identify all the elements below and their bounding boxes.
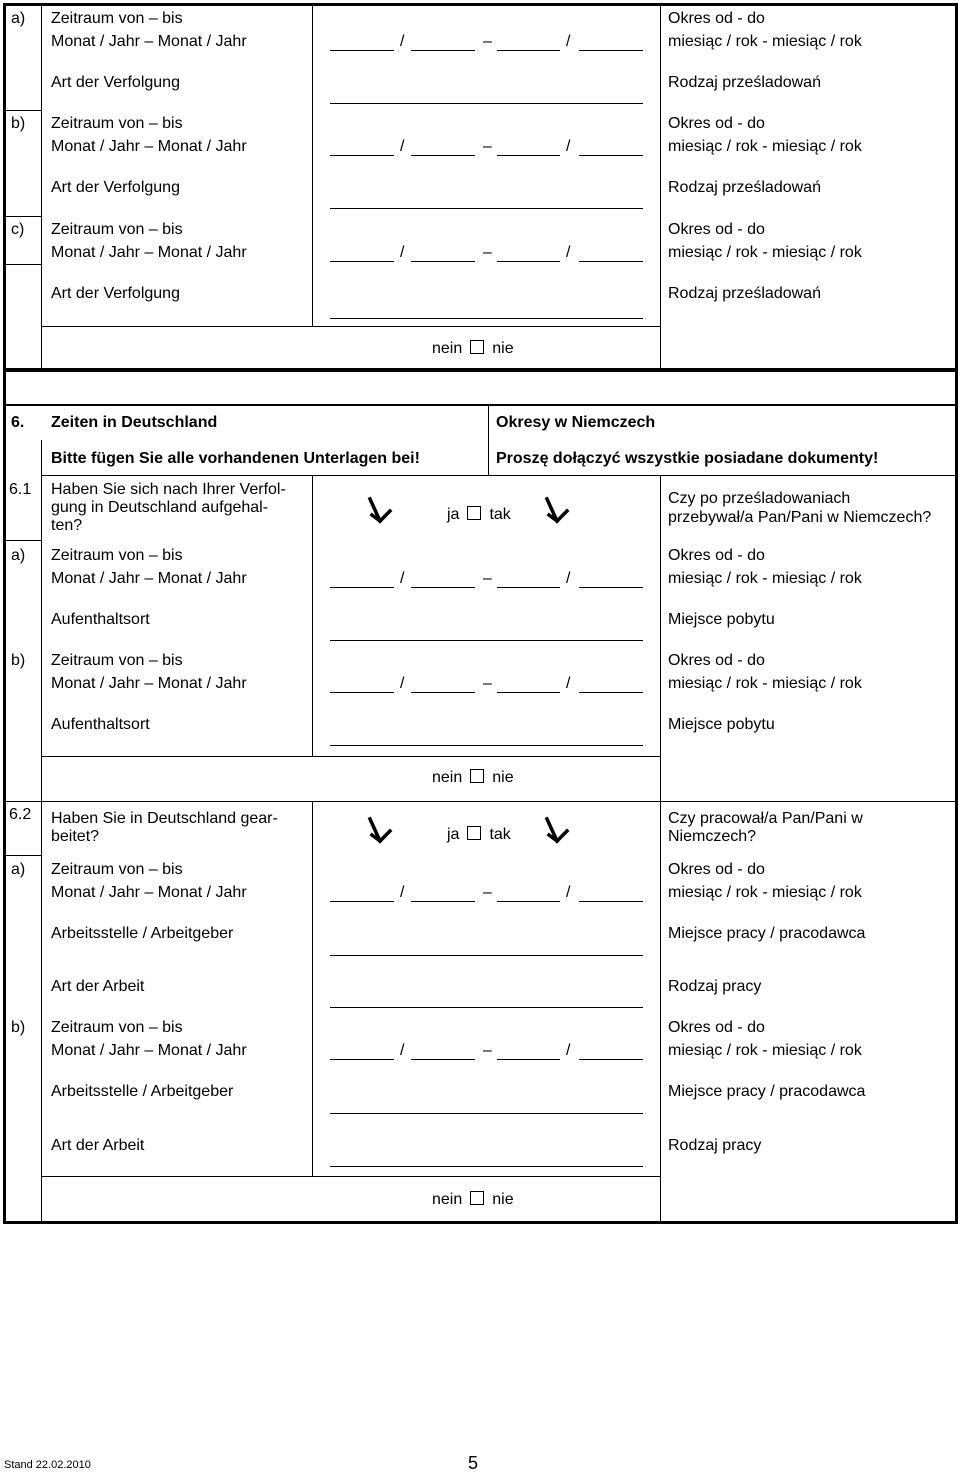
residence-field[interactable] [330,745,643,746]
date-slash: / [566,138,571,155]
footer-date: Stand 22.02.2010 [4,1459,91,1471]
date-dash: – [483,244,492,261]
date-from-year-field[interactable] [411,1059,475,1060]
range-label-de: Zeitraum von – bis [51,547,183,564]
date-from-month-field[interactable] [330,692,394,693]
employer-label-de: Arbeitsstelle / Arbeitgeber [51,1083,234,1100]
range-label-pl: Okres od - do [668,115,765,132]
date-to-month-field[interactable] [497,50,560,51]
type-label-de: Art der Verfolgung [51,179,180,196]
date-slash: / [400,570,405,587]
date-slash: / [400,33,405,50]
yes-option[interactable] [447,826,511,844]
format-label-de: Monat / Jahr – Monat / Jahr [51,884,247,901]
question-de-line: beitet? [51,828,100,845]
date-slash: / [400,884,405,901]
persecution-type-field[interactable] [330,103,643,104]
divider [5,264,42,265]
format-label-pl: miesiąc / rok - miesiąc / rok [668,244,862,261]
question-pl-line: przebywał/a Pan/Pani w Niemczech? [668,509,932,526]
question-de-line: Haben Sie in Deutschland gear- [51,810,278,827]
date-to-year-field[interactable] [579,901,643,902]
entry-letter: b) [11,1019,26,1036]
date-to-year-field[interactable] [579,261,643,262]
work-type-label-de: Art der Arbeit [51,1137,145,1154]
entry-letter: c) [11,221,25,238]
question-pl-line: Niemczech? [668,828,757,845]
work-type-field[interactable] [330,1166,643,1167]
date-dash: – [483,570,492,587]
employer-field[interactable] [330,1113,643,1114]
question-de-line: ten? [51,517,83,534]
date-dash: – [483,675,492,692]
question-pl-line: Czy pracował/a Pan/Pani w [668,810,863,827]
section-note-pl: Proszę dołączyć wszystkie posiadane dokumenty! [496,450,879,467]
range-label-de: Zeitraum von – bis [51,10,183,27]
yes-option[interactable] [447,506,511,524]
date-from-year-field[interactable] [411,155,475,156]
divider [5,216,42,217]
divider [488,406,489,476]
place-label-de: Aufenthaltsort [51,716,150,733]
range-label-pl: Okres od - do [668,10,765,27]
entry-letter: a) [11,861,26,878]
divider [5,110,42,111]
date-slash: / [400,244,405,261]
question-de-line: Haben Sie sich nach Ihrer Verfol- [51,481,286,498]
format-label-de: Monat / Jahr – Monat / Jahr [51,33,247,50]
date-to-month-field[interactable] [497,692,560,693]
date-to-month-field[interactable] [497,587,560,588]
date-to-year-field[interactable] [579,692,643,693]
date-to-year-field[interactable] [579,587,643,588]
range-label-de: Zeitraum von – bis [51,861,183,878]
entry-letter: b) [11,115,26,132]
no-label-pl: nie [492,1191,514,1208]
format-label-de: Monat / Jahr – Monat / Jahr [51,570,247,587]
question-pl-line: Czy po prześladowaniach [668,490,851,507]
date-to-year-field[interactable] [579,1059,643,1060]
entry-letter: a) [11,547,26,564]
no-checkbox[interactable] [470,769,484,783]
format-label-de: Monat / Jahr – Monat / Jahr [51,138,247,155]
range-label-pl: Okres od - do [668,652,765,669]
date-from-month-field[interactable] [330,155,394,156]
divider [660,476,661,1222]
persecution-type-field[interactable] [330,208,643,209]
date-slash: / [566,33,571,50]
date-from-month-field[interactable] [330,901,394,902]
date-from-year-field[interactable] [411,692,475,693]
type-label-pl: Rodzaj prześladowań [668,179,821,196]
place-label-pl: Miejsce pobytu [668,611,775,628]
entry-letter: a) [11,10,26,27]
divider [42,326,660,327]
range-label-de: Zeitraum von – bis [51,115,183,132]
section-note-de: Bitte fügen Sie alle vorhandenen Unterlagen bei! [51,450,420,467]
date-to-year-field[interactable] [579,50,643,51]
no-option[interactable] [432,769,514,787]
yes-label-pl: tak [489,506,511,523]
employer-field[interactable] [330,955,643,956]
work-type-field[interactable] [330,1007,643,1008]
date-dash: – [483,1042,492,1059]
employer-label-pl: Miejsce pracy / pracodawca [668,1083,866,1100]
range-label-pl: Okres od - do [668,221,765,238]
arrow-down-right-icon [366,816,396,846]
date-slash: / [566,884,571,901]
format-label-de: Monat / Jahr – Monat / Jahr [51,244,247,261]
no-label-de: nein [432,769,463,786]
format-label-de: Monat / Jahr – Monat / Jahr [51,1042,247,1059]
format-label-pl: miesiąc / rok - miesiąc / rok [668,570,862,587]
date-from-month-field[interactable] [330,1059,394,1060]
date-dash: – [483,884,492,901]
section-number: 6. [11,414,25,431]
type-label-de: Art der Verfolgung [51,285,180,302]
residence-field[interactable] [330,640,643,641]
no-label-pl: nie [492,340,514,357]
yes-label-pl: tak [489,826,511,843]
date-slash: / [400,675,405,692]
work-type-label-de: Art der Arbeit [51,978,145,995]
yes-checkbox[interactable] [467,506,481,520]
no-option[interactable] [432,340,514,358]
no-option[interactable] [432,1191,514,1209]
format-label-pl: miesiąc / rok - miesiąc / rok [668,1042,862,1059]
date-slash: / [566,1042,571,1059]
no-label-de: nein [432,1191,463,1208]
yes-label-de: ja [447,506,460,523]
range-label-de: Zeitraum von – bis [51,221,183,238]
work-type-label-pl: Rodzaj pracy [668,1137,762,1154]
range-label-pl: Okres od - do [668,861,765,878]
format-label-pl: miesiąc / rok - miesiąc / rok [668,675,862,692]
date-slash: / [566,244,571,261]
divider [312,5,313,327]
divider [41,5,42,370]
range-label-pl: Okres od - do [668,1019,765,1036]
arrow-down-right-icon [543,816,573,846]
divider [42,1176,660,1177]
date-slash: / [566,570,571,587]
divider [660,5,661,370]
date-from-year-field[interactable] [411,901,475,902]
format-label-pl: miesiąc / rok - miesiąc / rok [668,138,862,155]
date-to-month-field[interactable] [497,901,560,902]
format-label-pl: miesiąc / rok - miesiąc / rok [668,884,862,901]
question-number: 6.1 [9,481,32,498]
date-to-year-field[interactable] [579,155,643,156]
divider [42,475,956,476]
divider [5,540,42,541]
divider [5,855,42,856]
date-from-month-field[interactable] [330,50,394,51]
format-label-de: Monat / Jahr – Monat / Jahr [51,675,247,692]
range-label-pl: Okres od - do [668,547,765,564]
date-from-year-field[interactable] [411,261,475,262]
question-number: 6.2 [9,806,32,823]
divider [5,801,956,802]
date-to-month-field[interactable] [497,261,560,262]
type-label-pl: Rodzaj prześladowań [668,285,821,302]
type-label-de: Art der Verfolgung [51,74,180,91]
employer-label-de: Arbeitsstelle / Arbeitgeber [51,925,234,942]
question-de-line: gung in Deutschland aufgehal- [51,499,269,516]
range-label-de: Zeitraum von – bis [51,652,183,669]
no-checkbox[interactable] [470,340,484,354]
divider [5,404,956,406]
date-from-month-field[interactable] [330,261,394,262]
place-label-pl: Miejsce pobytu [668,716,775,733]
section-title-de: Zeiten in Deutschland [51,414,218,431]
date-slash: / [400,138,405,155]
arrow-down-right-icon [543,496,573,526]
date-slash: / [400,1042,405,1059]
section-title-pl: Okresy w Niemczech [496,414,656,431]
yes-checkbox[interactable] [467,826,481,840]
employer-label-pl: Miejsce pracy / pracodawca [668,925,866,942]
divider [312,802,313,1177]
persecution-type-field[interactable] [330,318,643,319]
work-type-label-pl: Rodzaj pracy [668,978,762,995]
page-number: 5 [468,1453,479,1473]
date-to-month-field[interactable] [497,1059,560,1060]
date-dash: – [483,138,492,155]
entry-letter: b) [11,652,26,669]
divider [41,440,42,1222]
no-label-de: nein [432,340,463,357]
date-from-year-field[interactable] [411,50,475,51]
no-checkbox[interactable] [470,1191,484,1205]
divider [312,476,313,757]
range-label-de: Zeitraum von – bis [51,1019,183,1036]
no-label-pl: nie [492,769,514,786]
date-slash: / [566,675,571,692]
date-to-month-field[interactable] [497,155,560,156]
place-label-de: Aufenthaltsort [51,611,150,628]
date-from-month-field[interactable] [330,587,394,588]
date-dash: – [483,33,492,50]
yes-label-de: ja [447,826,460,843]
format-label-pl: miesiąc / rok - miesiąc / rok [668,33,862,50]
date-from-year-field[interactable] [411,587,475,588]
arrow-down-right-icon [366,496,396,526]
type-label-pl: Rodzaj prześladowań [668,74,821,91]
divider [42,756,660,757]
